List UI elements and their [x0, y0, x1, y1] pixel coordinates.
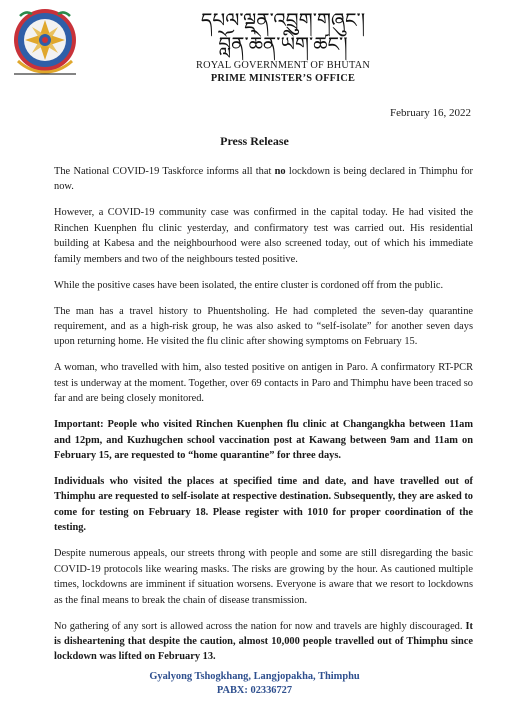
paragraph-1: The National COVID-19 Taskforce informs all that no lockdown is being declared in Thimphu for now.	[54, 166, 473, 193]
paragraph-5: A woman, who travelled with him, also tested positive on antigen in Paro. A confirmatory RT-PCR test is underway at the moment. Together, over 69 contacts in Paro and Thimphu have been traced so far and are being closely monitored.	[54, 362, 473, 405]
emphasis-no: no	[274, 166, 286, 177]
paragraph-self-isolate: Individuals who visited the places at specified time and date, and have travelled out of Thimphu are requested to self-isolate at respective destination. Subsequently, they are asked to come for testing on February 18. Please register with 1010 for proper coordination of the testing.	[54, 476, 473, 534]
paragraph-4: The man has a travel history to Phuentsholing. He had completed the seven-day quarantine requirement, and as a high-risk group, he was also asked to “self-isolate” for another seven days upon returning home. He visited the flu clinic after showing symptoms on February 15.	[54, 305, 473, 348]
paragraph-8: Despite numerous appeals, our streets throng with people and some are still disregarding the basic COVID-19 protocols like wearing masks. The risks are growing by the hour. As cautioned multiple times, lockdowns are imminent if situation worsens. Everyone is aware that we resort to lockdowns as the final means to break the chain of disease transmission.	[54, 548, 473, 606]
tibetan-line-2: བློན་ཆེན་ཡིག་ཚང་།	[218, 32, 348, 56]
document-title: Press Release	[220, 134, 289, 148]
footer-address-line: Gyalyong Tshogkhang, Langjopakha, Thimphu	[149, 671, 360, 682]
office-name: PRIME MINISTER’S OFFICE	[210, 73, 356, 84]
organization-heading	[168, 59, 398, 85]
emphasis-travel: It is disheartening that despite the caution, almost 10,000 people travelled out of Thimphu since lockdown was lifted on February 13.	[54, 620, 473, 663]
national-emblem-icon	[10, 6, 80, 78]
paragraph-3: While the positive cases have been isolated, the entire cluster is cordoned off from the public.	[54, 279, 444, 291]
paragraph-9: No gathering of any sort is allowed across the nation for now and travels are highly discouraged. It is disheartening that despite the caution, almost 10,000 people travelled out of Thimphu since lockdown was lifted on February 13.	[54, 620, 473, 663]
release-date: February 16, 2022	[390, 107, 471, 119]
document-body	[54, 164, 473, 675]
paragraph-important: Important: People who visited Rinchen Kuenphen flu clinic at Changangkha between 11am and 12pm, and Kuzhugchen school vaccination post at Kawang between 9am and 11am on February 15, are requested to “home quarantine” for three days.	[54, 419, 473, 462]
footer-address	[0, 670, 509, 698]
org-name: ROYAL GOVERNMENT OF BHUTAN	[196, 60, 370, 71]
footer-phone: PABX: 02336727	[216, 685, 293, 696]
paragraph-2: However, a COVID-19 community case was confirmed in the capital today. He had visited the Rinchen Kuenphen flu clinic yesterday, and confirmatory test was carried out. His residential building at Kabesa and the neighbourhood were also screened today, out of which his immediate family members and two of the neighbours tested positive.	[54, 207, 473, 265]
tibetan-heading	[168, 8, 398, 56]
tibetan-line-1: དཔལ་ལྡན་འབྲུག་གཞུང་།	[200, 8, 366, 32]
